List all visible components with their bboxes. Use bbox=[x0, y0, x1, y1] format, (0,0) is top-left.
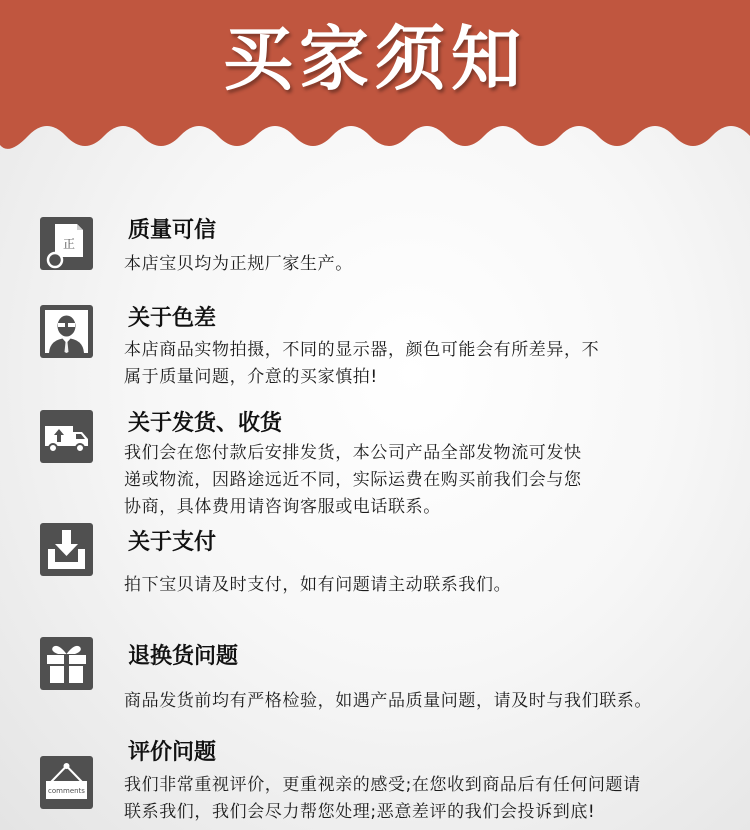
header-banner bbox=[0, 0, 750, 170]
desc-returns bbox=[124, 688, 734, 715]
delivery-truck-icon bbox=[40, 410, 93, 463]
desc-line: 属于质量问题，介意的买家慎拍! bbox=[124, 367, 378, 387]
desc-line: 我们会在您付款后安排发货，本公司产品全部发物流可发快 bbox=[124, 443, 582, 463]
desc-line: 商品发货前均有严格检验，如遇产品质量问题，请及时与我们联系。 bbox=[124, 691, 652, 711]
certificate-icon bbox=[40, 217, 93, 270]
heading-shipping: 关于发货、收货 bbox=[128, 411, 283, 436]
desc-line: 拍下宝贝请及时支付，如有问题请主动联系我们。 bbox=[124, 575, 512, 595]
page-title: 买家须知 bbox=[223, 18, 527, 100]
desc-shipping bbox=[124, 440, 734, 521]
svg-text:正: 正 bbox=[62, 237, 76, 251]
heading-reviews: 评价问题 bbox=[128, 740, 217, 765]
desc-quality bbox=[124, 251, 734, 278]
desc-line: 递或物流，因路途远近不同，实际运费在购买前我们会与您 bbox=[124, 470, 582, 490]
desc-reviews bbox=[124, 772, 734, 826]
heading-color-difference: 关于色差 bbox=[128, 306, 217, 331]
desc-color-difference bbox=[124, 337, 734, 391]
heading-quality: 质量可信 bbox=[128, 218, 217, 243]
desc-line: 本店商品实物拍摄，不同的显示器，颜色可能会有所差异，不 bbox=[124, 340, 600, 360]
desc-line: 协商，具体费用请咨询客服或电话联系。 bbox=[124, 497, 441, 517]
desc-payment bbox=[124, 572, 734, 599]
svg-text:comments: comments bbox=[48, 787, 85, 795]
gift-box-icon bbox=[40, 637, 93, 690]
desc-line: 我们非常重视评价，更重视亲的感受;在您收到商品后有任何问题请 bbox=[124, 775, 641, 795]
desc-line: 本店宝贝均为正规厂家生产。 bbox=[124, 254, 353, 274]
person-icon bbox=[40, 305, 93, 358]
heading-payment: 关于支付 bbox=[128, 530, 217, 555]
comments-sign-icon bbox=[40, 756, 93, 809]
heading-returns: 退换货问题 bbox=[128, 644, 239, 669]
desc-line: 联系我们，我们会尽力帮您处理;恶意差评的我们会投诉到底! bbox=[124, 802, 596, 822]
payment-download-icon bbox=[40, 523, 93, 576]
